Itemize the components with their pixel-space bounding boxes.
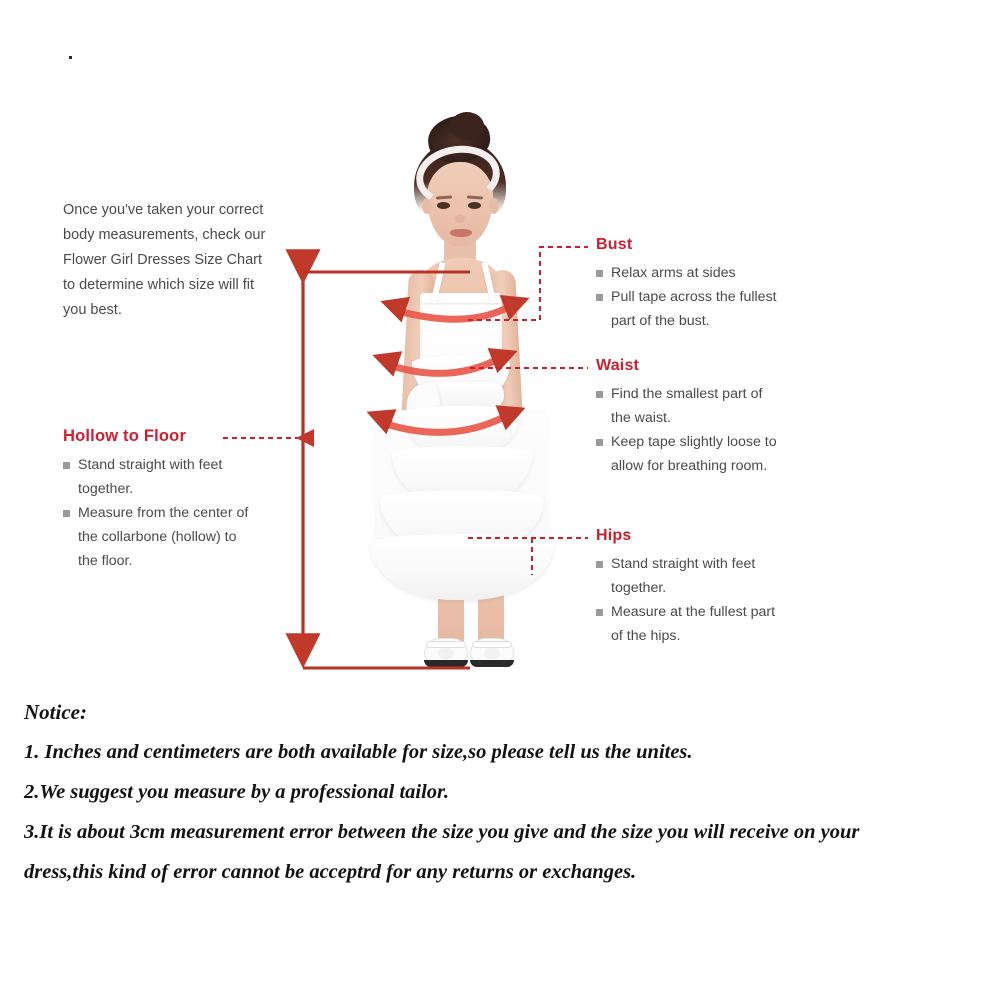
notice-block — [24, 692, 979, 892]
list-item-continuation: the floor. — [78, 553, 133, 569]
mouth — [450, 229, 472, 237]
list-item: Find the smallest part of — [596, 382, 826, 406]
section-bust-title: Bust — [596, 236, 633, 253]
list-item-continuation: together. — [78, 481, 134, 497]
list-item-continuation: part of the bust. — [611, 313, 710, 329]
section-bust-list — [596, 261, 826, 333]
list-item: Keep tape slightly loose to — [596, 430, 826, 454]
list-item: Relax arms at sides — [596, 261, 826, 285]
section-hollow-to-floor-title: Hollow to Floor — [63, 427, 187, 445]
list-item: Pull tape across the fullest — [596, 285, 826, 309]
list-item-continuation: the collarbone (hollow) to — [78, 529, 237, 545]
section-waist-title: Waist — [596, 357, 640, 374]
section-hips-list — [596, 552, 826, 648]
notice-line-3: 3.It is about 3cm measurement error between the size you give and the size you will receive on your — [24, 821, 860, 843]
notice-line-2: 2.We suggest you measure by a professional tailor. — [24, 781, 450, 803]
image-artifact-speck — [69, 56, 72, 59]
list-item-continuation: of the hips. — [611, 628, 681, 644]
section-hollow-to-floor-list — [63, 453, 303, 573]
shoe-right — [470, 638, 514, 668]
nose — [455, 214, 465, 223]
section-waist — [596, 357, 826, 478]
intro-paragraph: Once you've taken your correct body measurements, check our Flower Girl Dresses Size Chart to determine which size will fit you best. — [63, 202, 266, 318]
section-hips — [596, 527, 826, 648]
list-item-continuation: together. — [611, 580, 667, 596]
dress-ruffle-5 — [370, 534, 554, 600]
section-waist-list — [596, 382, 826, 478]
hair-bun-top — [450, 112, 484, 140]
shoe-left — [424, 638, 468, 668]
list-item: Measure from the center of — [63, 501, 303, 525]
section-bust — [596, 236, 826, 333]
notice-line-1: 1. Inches and centimeters are both available for size,so please tell us the unites. — [24, 741, 693, 763]
ear-right — [489, 198, 499, 214]
list-item: Stand straight with feet — [63, 453, 303, 477]
section-hollow-to-floor — [63, 427, 303, 573]
notice-line-4: dress,this kind of error cannot be acceptrd for any returns or exchanges. — [24, 861, 637, 883]
list-item: Stand straight with feet — [596, 552, 826, 576]
notice-title: Notice: — [24, 700, 87, 724]
list-item-continuation: allow for breathing room. — [611, 458, 768, 474]
list-item-continuation: the waist. — [611, 410, 671, 426]
section-hips-title: Hips — [596, 527, 632, 544]
list-item: Measure at the fullest part — [596, 600, 826, 624]
